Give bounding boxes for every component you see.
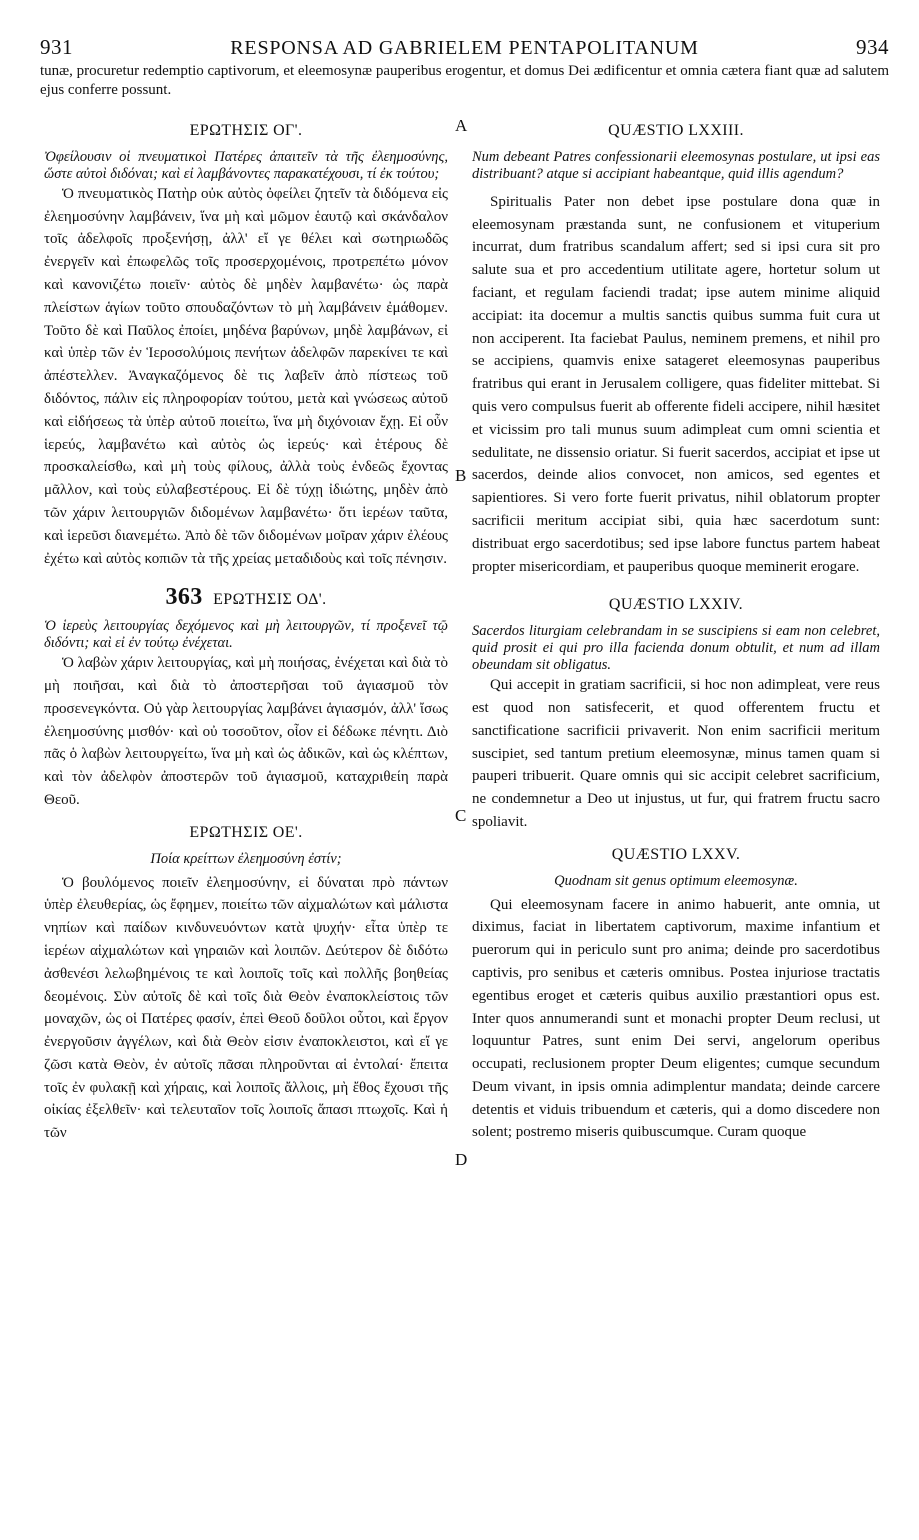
greek-q75-body: Ὁ βουλόμενος ποιεῖν ἐλεημοσύνην, εἰ δύναται πρὸ πάντων ὑπὲρ ἐλευθερίας, ὡς ἔφημεν, ποιείτω τῶν αἰχμαλώτων καὶ μάλιστα νηπίων καὶ παίδων κινδυνευόντων κατὰ ψυχήν· εἶτα ὑπὲρ τε ἱερέων αἰχμαλώτων καὶ γηραιῶν καὶ λοιπῶν. Δεύτερον δὲ διδότω ἀσθενέσι λελωβημένοις τε καὶ λοιποῖς τοῖς καὶ πολλῆς βοηθείας δεομένοις. Σὺν αὐτοῖς δὲ καὶ τοῖς διὰ Θεὸν ἐναποκλείστοις τῶν μοναχῶν, ὡς οἱ Πατέρες φασίν, ἐπεὶ Θεοῦ δοῦλοι οὗτοι, καὶ ἔργον ἐνεργοῦσιν ἀγγέλων, καὶ διὰ Θεὸν εἰσιν ἐναποκλειστοι, καὶ εἴ γε ζῶσι κατὰ Θεὸν, ἐν αὐτοῖς πᾶσαι πληροῦνται αἱ ἐντολαί· ἔπειτα τοῖς ἐν φυλακῇ καὶ χήραις, καὶ λοιποῖς ἄλλοις, μὴ ἔθος ἔχουσι τῆς οἰκίας ἐξελθεῖν· καὶ τελευταῖον τοῖς λοιποῖς ἅπασι πτωχοῖς. Καὶ ἡ τῶν — [44, 874, 448, 1142]
greek-q73-title: Ὀφείλουσιν οἱ πνευματικοὶ Πατέρες ἀπαιτεῖν τὰ τῆς ἐλεημοσύνης, ὥστε αὐτοὶ διδόναι; καὶ εἰ λαμβάνοντες παρακατέχουσι, τί ἐκ τούτου; — [44, 148, 448, 182]
latin-q75-body: Qui eleemosynam facere in animo habuerit, ante omnia, ut diximus, faciat in libertatem captivorum, maxime infantium et puerorum qui in periculo sunt pro anima; deinde pro sacerdotibus captivis, pro senibus et cæteris omnibus. Postea injuriose tractatis egentibus eroget et cæteris quibus auxilio præstantiori opus est. Inter quos annumerandi sunt et monachi propter Deum reclusi, ut loquuntur Patres, sunt enim Dei servi, angelorum operibus occupati, reclusionem propter Deum eligentes; cumque secundum Deum vivant, in ipsis omnia adimplentur mandata; deinde carcere detentis et viduis tribuendum et cæteris, qui a domo discedere non solent; postremo miseris quibuscumque. Curam quoque — [472, 896, 880, 1141]
margin-letter-b: B — [455, 466, 467, 485]
greek-column — [44, 118, 448, 1145]
latin-q74-body: Qui accepit in gratiam sacrificii, si hoc non adimpleat, vere reus est quod non satisfecerit, et quod offerentem fructu et sanctificatione sacrificii privaverit. Non enim sacrificii meritum suscipiet, sed tantum pretium eleemosynæ, minus tamen quam si pauperi tribuerit. Quare omnis qui sic accipit celebret sacrificium, ne condemnetur a Deo ut injustus, ut fur, qui fratrem fructu sacro spoliavit. — [472, 677, 880, 830]
latin-q74-heading: QUÆSTIO LXXIV. — [608, 596, 744, 614]
latin-q74-title: Sacerdos liturgiam celebrandam in se suscipiens si eam non celebret, quid prosit ei qui pro illa facienda donum obtulit, et num ad illam obeundam sit obligatus. — [472, 623, 880, 674]
greek-q74-heading: ΕΡΩΤΗΣΙΣ ΟΔ'. — [213, 591, 327, 609]
running-header — [40, 34, 889, 60]
margin-letter-a: A — [455, 116, 468, 135]
latin-column — [472, 118, 880, 1144]
greek-q74-title: Ὁ ἱερεὺς λειτουργίας δεχόμενος καὶ μὴ λειτουργῶν, τί προξενεῖ τῷ διδόντι; καὶ εἰ ἐν τούτῳ ἐνέχεται. — [44, 618, 448, 652]
latin-q73-title: Num debeant Patres confessionarii eleemosynas postulare, ut ipsi eas distribuant? atque si accipiant habeantque, quid illis agendum? — [472, 148, 880, 182]
greek-q73-body: Ὁ πνευματικὸς Πατὴρ οὐκ αὐτὸς ὀφείλει ζητεῖν τὰ διδόμενα εἰς ἐλεημοσύνην λαμβάνειν, ἵνα μὴ καὶ μῶμον ἑαυτῷ καὶ σκάνδαλον τοῖς ἀδελφοῖς προξενήσῃ, ἀλλ' εἴ γε θέλει καὶ σωτηριωδῶς ἐνεργεῖν καὶ ἐπωφελῶς τοῖς προσερχομένοις, προτρεπέτω μόνον καὶ κανονιζέτω ποιεῖν· αὐτὸς δὲ μηδὲν λαμβανέτω· ὡς παρὰ πλείστων ἁγίων τοῦτο σπουδαζόντων τὸ μὴ λαμβάνειν ἐμάθομεν. Τοῦτο δὲ καὶ Παῦλος ἐποίει, μηδένα βαρύνων, μηδὲ λαμβάνων, εἰ καὶ ὑπὲρ τῶν ἐν Ἱεροσολύμοις πενήτων ἀδελφῶν παρεκίνει τε καὶ ἀπέστελλεν. Ἀναγκαζόμενος δὲ τις λαβεῖν ἀπὸ πίστεως τοῦ διδόντος, πάλιν εἰς πληροφορίαν τούτου, μετὰ καὶ γνώσεως αὐτοῦ καὶ εἰδήσεως τὰ ὑπὲρ αὐτοῦ ποιείτω, ἵνα μὴ διχόνοιαν ἔχῃ. Εἰ οὖν ἱερεύς, λαμβανέτω καὶ αὐτὸς ὡς ἱερεύς· καὶ ἑτέρους δὲ προσκαλείσθω, καὶ μὴ τοὺς φίλους, ἀλλὰ τοὺς ἐνδεῶς ἔχοντας μᾶλλον, καὶ τοὺς εὐλαβεστέρους. Εἰ δὲ τύχῃ ἰδιώτης, μηδὲν ἀπὸ τῶν χάριν λειτουργιῶν διδομένων λαμβανέτω· ὅτι ἱερέων ταῦτα, καὶ ἱερεῦσι διανεμέτω. Ἀπὸ δὲ τῶν διδομένων μοῖραν χάριν ἐλέους ἐχέτω καὶ αὐτὸς κοπιῶν τὰ τῆς χρείας μεταδιδοὺς καὶ τοῖς πένησιν. — [44, 185, 448, 567]
latin-q75-heading: QUÆSTIO LXXV. — [611, 845, 741, 863]
lead-paragraph: tunæ, procuretur redemptio captivorum, et eleemosynæ pauperibus erogentur, et domus Dei ædificentur et omnia cætera fiant quæ ad salutem ejus conferre possunt. — [40, 63, 889, 98]
greek-q74-body: Ὁ λαβὼν χάριν λειτουργίας, καὶ μὴ ποιήσας, ἐνέχεται καὶ διὰ τὸ μὴ ποιῆσαι, καὶ διὰ τὸ ἀποστερῆσαι τοῦ ἁγιασμοῦ τὸν προσενεγκόντα. Οὐ γὰρ λειτουργίας λαμβάνει ἁγιασμόν, ἀλλ' ἴσως ἐλεημοσύνης μισθόν· καὶ οὐ τοσοῦτον, οἷον εἰ δέδωκε πένητι. Διὸ πᾶς ὁ λαβὼν λειτουργείτω, ἵνα μὴ καὶ ὡς ἀδικῶν, καὶ ὡς κλέπτων, καὶ τὸν ἀδελφὸν ἀποστερῶν τοῦ ἁγιασμοῦ, καταχριθείη παρὰ Θεοῦ. — [44, 655, 448, 808]
latin-q73-body: Spiritualis Pater non debet ipse postulare dona quæ in eleemosynam præstanda sunt, ne confusionem et vituperium incurrat, dum fratribus scandalum affert; sed si ipsi cura sit pro salute sua et pro accedentium utilitate agere, hortetur solum ut faciant, et regulam faciendi tradat; ipse autem minime aliquid accipiat: ita docemur a multis sanctis quibus summa fuit cura ut non acciperent. Ita faciebat Paulus, neminem premens, et nihil pro se accipiens, quamvis enixe satageret eleemosynas pauperibus fratribus qui erant in Jerusalem colligere, quas fideliter mittebat. Si quis vero compulsus fuerit ab offerente fideli accipere, nihil hæsitet et vicissim pro tali munus suum adimpleat cum omni scientia et sedulitate, ne dissensio oriatur. Si fuerit sacerdos, accipiat et ipse ut sacerdos, deinde alios convocet, non amicos, sed egentes et sapientiores. Si vero forte fuerit privatus, nihil oblatorum propter sacrificii meritum accipiat sibi, quia hæc sacerdotum sunt: distribuat ergo sacerdotibus; sed ipse labore functus partem habeat propter misericordiam, et pauperibus quoque meminerit erogare. — [472, 193, 880, 575]
greek-q75-heading: ΕΡΩΤΗΣΙΣ ΟΕ'. — [189, 823, 303, 841]
greek-q74-heading-row — [44, 586, 448, 612]
page-number-left: 931 — [40, 35, 73, 59]
running-title: RESPONSA AD GABRIELEM PENTAPOLITANUM — [230, 37, 699, 59]
page-number-right: 934 — [855, 35, 889, 59]
margin-letter-c: C — [455, 806, 467, 825]
greek-q75-title: Ποία κρείττων ἐλεημοσύνη ἐστίν; — [150, 850, 342, 867]
latin-q73-heading: QUÆSTIO LXXIII. — [608, 122, 744, 139]
greek-section-number: 363 — [165, 584, 203, 611]
margin-letter-d: D — [455, 1150, 468, 1169]
latin-q75-title: Quodnam sit genus optimum eleemosynæ. — [554, 872, 798, 889]
greek-q73-heading: ΕΡΩΤΗΣΙΣ ΟΓ'. — [189, 122, 303, 139]
